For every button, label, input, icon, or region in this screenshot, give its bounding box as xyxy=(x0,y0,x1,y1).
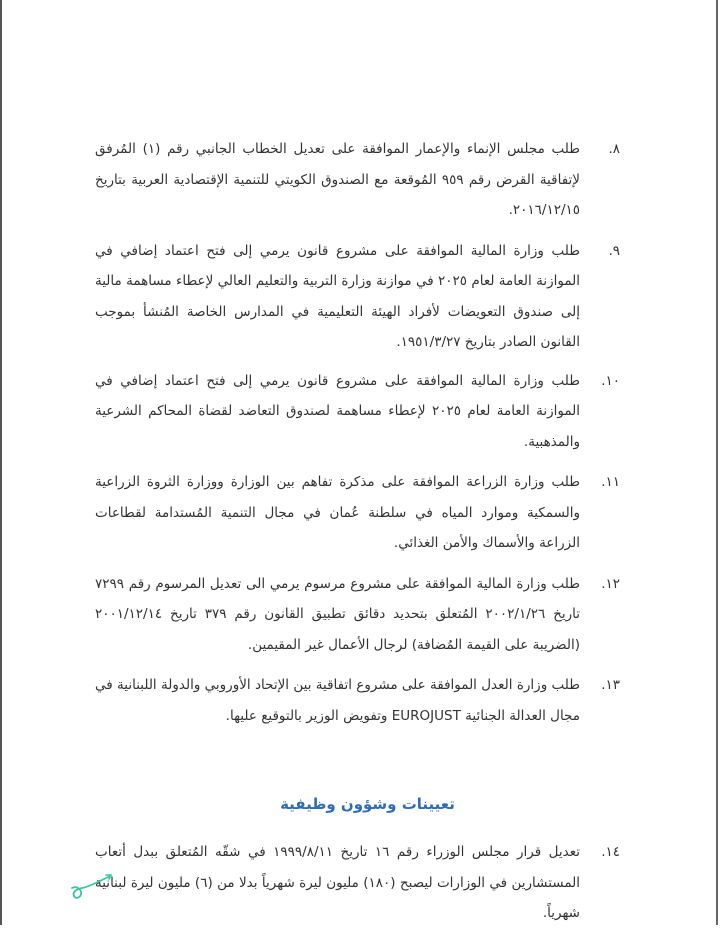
agenda-item-13 xyxy=(95,670,620,731)
item-number: ١٠. xyxy=(601,372,620,389)
agenda-item-11 xyxy=(95,467,620,559)
agenda-item-12 xyxy=(95,569,620,661)
item-number: ٩. xyxy=(608,242,620,259)
item-number: ١١. xyxy=(601,474,620,490)
item-text: طلب وزارة المالية الموافقة على مشروع قانون يرمي إلى فتح اعتماد إضافي في الموازنة العامة لعام ٢٠٢٥ في موازنة وزارة التربية والتعليم العالي لإعطاء مساهمة مالية إلى صندوق التعويضات لأفراد الهيئة التعليمية في المدارس الخاصة المُنشأ بموجب القانون الصادر بتاريخ ١٩٥١/٣/٢٧. xyxy=(95,242,580,350)
agenda-item-14 xyxy=(95,837,620,929)
page-edge-left xyxy=(0,0,2,925)
item-text: طلب وزارة المالية الموافقة على مشروع قانون يرمي إلى فتح اعتماد إضافي في الموازنة العامة لعام ٢٠٢٥ لإعطاء مساهمة لصندوق التعاضد لقضاة المحاكم الشرعية والمذهبية. xyxy=(95,372,581,450)
item-text: طلب وزارة المالية الموافقة على مشروع مرسوم يرمي الى تعديل المرسوم رقم ٧٢٩٩ تاريخ ٢٠٠٢/١/٢٦ المُتعلق بتحديد دقائق تطبيق القانون رقم ٣٧٩ تاريخ ٢٠٠١/١٢/١٤ (الضريبة على القيمة المُضافة) لرجال الأعمال غير المقيمين. xyxy=(95,575,580,653)
item-text: طلب وزارة العدل الموافقة على مشروع اتفاقية بين الإتحاد الأوروبي والدولة اللبنانية في مجال العدالة الجنائية EUROJUST وتفويض الوزير بالتوقيع عليها. xyxy=(95,677,580,724)
item-text: طلب وزارة الزراعة الموافقة على مذكرة تفاهم بين الوزارة ووزارة الثروة الزراعية والسمكية وموارد المياه في سلطنة عُمان في مجال التنمية المُستدامة لقطاعات الزراعة والأسماك والأمن الغذائي. xyxy=(95,474,580,551)
item-number: ١٣. xyxy=(601,677,620,693)
item-number: ١٢. xyxy=(601,575,620,592)
agenda-item-9 xyxy=(95,236,620,358)
document-page xyxy=(95,134,620,941)
item-text: طلب مجلس الإنماء والإعمار الموافقة على تعديل الخطاب الجانبي رقم (١) المُرفق لإتفاقية القرض رقم ٩٥٩ المُوقعة مع الصندوق الكويتي للتنمية الإقتصادية العربية بتاريخ ٢٠١٦/١٢/١٥. xyxy=(95,141,581,218)
item-text: تعديل قرار مجلس الوزراء رقم ١٦ تاريخ ١٩٩٩/٨/١١ في شقّه المُتعلق ببدل أتعاب المستشارين في الوزارات ليصبح (١٨٠) مليون ليرة شهرياً بدلا من (٦) مليون ليرة لبنانية شهرياً. xyxy=(95,844,581,921)
signature-mark-icon xyxy=(66,870,116,902)
section-heading-appointments: تعيينات وشؤون وظيفية xyxy=(280,795,455,813)
agenda-item-10 xyxy=(95,366,620,458)
page-edge-right xyxy=(716,0,718,925)
agenda-item-8 xyxy=(95,134,620,226)
item-number: ٨. xyxy=(608,141,620,157)
item-number: ١٤. xyxy=(601,844,620,860)
